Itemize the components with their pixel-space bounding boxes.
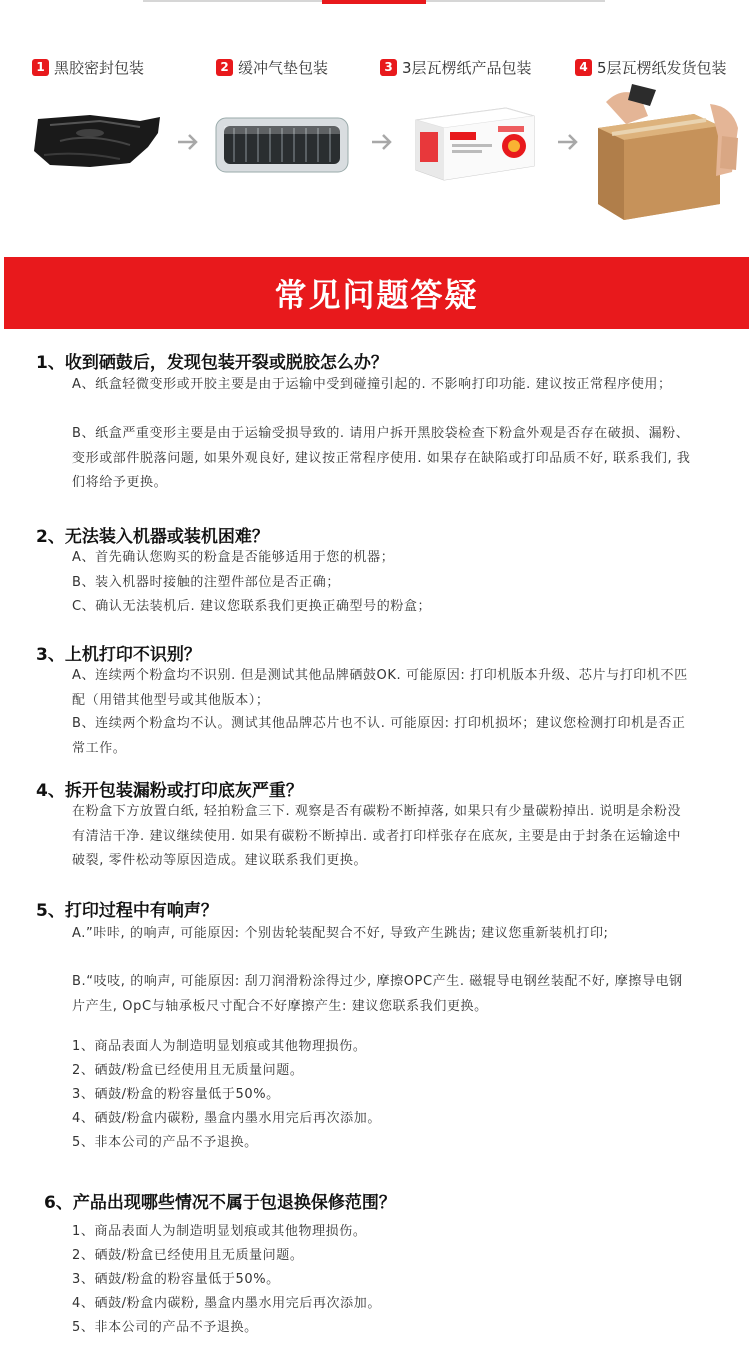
step-title: 3层瓦楞纸产品包装 [402,58,532,77]
faq-answer-1a: A、纸盒轻微变形或开胶主要是由于运输中受到碰撞引起的. 不影响打印功能. 建议按正常程序使用； [72,377,672,392]
faq-answer-1b: B、纸盒严重变形主要是由于运输受损导致的. 请用户拆开黑胶袋检查下粉盒外观是否存在破损、漏粉、变形或部件脱落问题, 如果外观良好, 建议按正常程序使用. 如果存在缺陷或打印品质不好, 联系我们, 我们将给予更换。 [72,426,691,490]
step-1-label [32,56,144,78]
exclusion-list-item: 2、硒鼓/粉盒已经使用且无质量问题。 [72,1063,304,1078]
exclusion-list-item: 4、硒鼓/粉盒内碳粉, 墨盒内墨水用完后再次添加。 [72,1111,381,1126]
step-number-badge: 4 [575,59,592,76]
faq-answer-5b: B.“吱吱, 的响声, 可能原因: 刮刀润滑粉涂得过少, 摩擦OPC产生. 磁辊导电钢丝装配不好, 摩擦导电钢片产生, OpC与轴承板尺寸配合不好摩擦产生: 建议您联系我们更换。 [72,974,683,1014]
faq-banner [4,257,749,329]
exclusion-list-item: 5、非本公司的产品不予退换。 [72,1320,258,1335]
exclusion-list-item: 5、非本公司的产品不予退换。 [72,1135,258,1150]
faq-answer-4: 在粉盒下方放置白纸, 轻拍粉盒三下. 观察是否有碳粉不断掉落, 如果只有少量碳粉掉出. 说明是余粉没有清洁干净. 建议继续使用. 如果有碳粉不断掉出. 或者打印样张存在底灰, 主要是由于封条在运输途中破裂, 零件松动等原因造成。建议联系我们更换。 [72,804,682,868]
exclusion-list-item: 3、硒鼓/粉盒的粉容量低于50%。 [72,1272,280,1287]
faq-question-2: 2、无法装入机器或装机困难？ [36,527,269,547]
exclusion-list-item: 1、商品表面人为制造明显划痕或其他物理损伤。 [72,1039,367,1054]
black-bag-photo [30,111,165,171]
exclusion-list-item: 4、硒鼓/粉盒内碳粉, 墨盒内墨水用完后再次添加。 [72,1296,381,1311]
faq-answer-3a: A、连续两个粉盒均不识别. 但是测试其他品牌硒鼓OK. 可能原因: 打印机版本升级、芯片与打印机不匹配（用错其他型号或其他版本）； [72,668,688,708]
faq-answer-2c: C、确认无法装机后. 建议您联系我们更换正确型号的粉盒； [72,599,432,614]
step-title: 缓冲气垫包装 [238,58,329,77]
product-box-photo [410,102,540,186]
faq-banner-title: 常见问题答疑 [274,276,479,314]
right-arrow-icon [370,132,394,152]
exclusion-list-item: 3、硒鼓/粉盒的粉容量低于50%。 [72,1087,280,1102]
faq-answer-2b: B、装入机器时接触的注塑件部位是否正确； [72,575,340,590]
exclusion-list-item: 2、硒鼓/粉盒已经使用且无质量问题。 [72,1248,304,1263]
shipping-carton-photo [592,76,742,226]
right-arrow-icon [556,132,580,152]
step-4-label [575,56,727,78]
faq-question-4: 4、拆开包装漏粉或打印底灰严重？ [36,781,303,801]
step-number-badge: 2 [216,59,233,76]
right-arrow-icon [176,132,200,152]
faq-answer-3b: B、连续两个粉盒均不认。测试其他品牌芯片也不认. 可能原因: 打印机损坏；建议您检测打印机是否正常工作。 [72,716,686,756]
exclusion-list-item: 1、商品表面人为制造明显划痕或其他物理损伤。 [72,1224,367,1239]
step-2-label [216,56,328,78]
step-title: 黑胶密封包装 [54,58,145,77]
step-number-badge: 1 [32,59,49,76]
faq-answer-5a: A.”咔咔, 的响声, 可能原因: 个别齿轮装配契合不好, 导致产生跳齿; 建议您重新装机打印; [72,926,609,941]
top-divider-accent [322,0,426,4]
faq-answer-2a: A、首先确认您购买的粉盒是否能够适用于您的机器； [72,550,395,565]
step-title: 5层瓦楞纸发货包装 [597,58,727,77]
faq-question-3: 3、上机打印不识别？ [36,645,201,665]
faq-question-6: 6、产品出现哪些情况不属于包退换保修范围？ [44,1193,396,1213]
packaging-steps [0,56,750,236]
step-3-label [380,56,532,78]
faq-question-1: 1、收到硒鼓后，发现包装开裂或脱胶怎么办？ [36,353,388,373]
faq-question-5: 5、打印过程中有响声？ [36,901,218,921]
air-cushion-photo [212,112,352,178]
step-number-badge: 3 [380,59,397,76]
